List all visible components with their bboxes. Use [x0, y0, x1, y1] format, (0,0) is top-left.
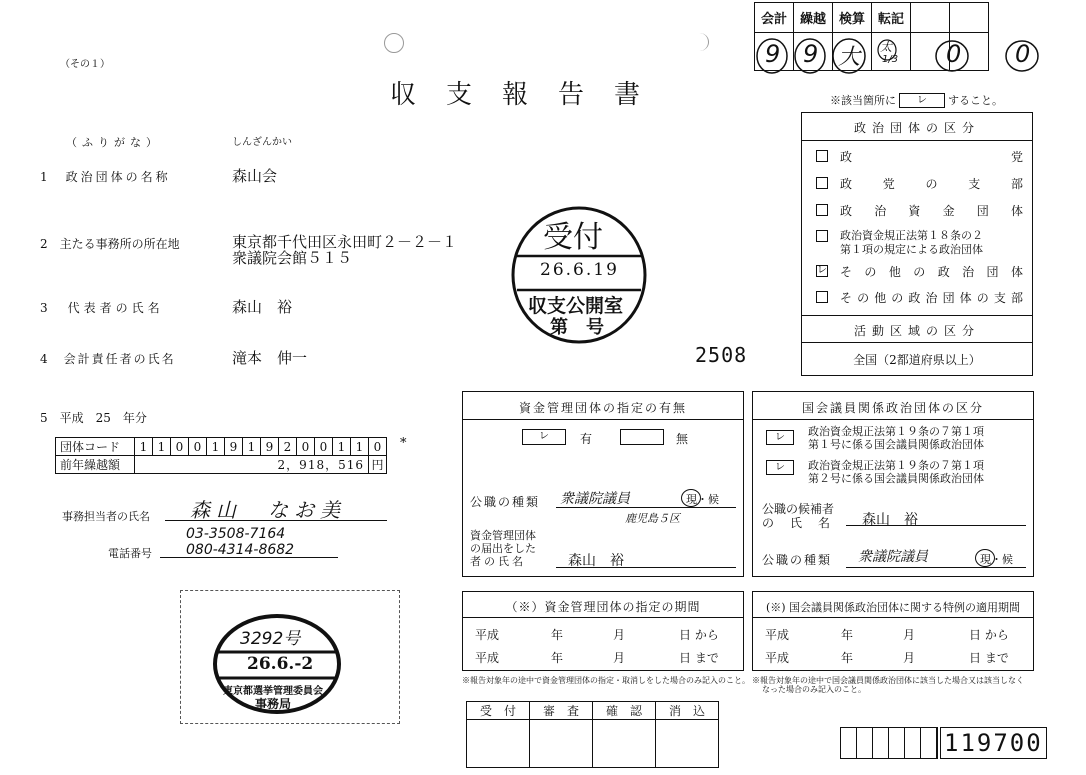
office-mark: 9: [803, 40, 819, 68]
current-circle-mark: [975, 549, 995, 567]
activity-area-title: 活動区域の区分: [853, 324, 980, 338]
receipt-header: 確 認: [593, 702, 656, 720]
diet-member-title: 国会議員関係政治団体の区分: [801, 401, 984, 415]
form-number: （その１）: [60, 59, 110, 70]
representative-label: 3 代表者の氏名: [40, 301, 164, 315]
diet-period-box: [752, 591, 1034, 671]
candidate-label-2: の 氏 名: [762, 516, 833, 530]
period-label: 日 から: [679, 628, 719, 642]
candidate-label-1: 公職の候補者: [762, 502, 835, 516]
office-mark: 0: [946, 40, 962, 68]
period-label: 日 まで: [679, 651, 719, 665]
diet-period-title: (※) 国会議員関係政治団体に関する特例の適用期間: [765, 601, 1021, 614]
contact-label: 事務担当者の氏名: [62, 510, 150, 523]
received-stamp-date: 26.6.19: [540, 260, 619, 280]
diet-office-label: 公職の種類: [762, 553, 833, 567]
diet-item1-line2: 第１号に係る国会議員関係政治団体: [808, 438, 984, 451]
period-label: 平成: [475, 628, 500, 642]
category-option: そ の 他 の 政 治 団 体: [840, 265, 1023, 279]
serial-blank-boxes: [840, 727, 938, 759]
category-option: 政 党: [840, 150, 1023, 164]
org-code-label: 団体コード: [56, 438, 135, 456]
candidate-value: 森山 裕: [862, 512, 918, 528]
diet-item2-line2: 第２号に係る国会議員関係政治団体: [808, 472, 984, 485]
fund-mgmt-yes-label: 有: [580, 432, 593, 446]
office-mark: 大: [838, 45, 861, 70]
org-code-digit: 1: [135, 438, 153, 456]
category-checkbox[interactable]: [816, 291, 828, 303]
committee-stamp-line1: 東京都選挙管理委員会: [223, 686, 323, 697]
diet-item2-checkbox[interactable]: レ: [766, 460, 794, 475]
period-label: 月: [613, 628, 626, 642]
fund-mgmt-yes-checkbox[interactable]: レ: [522, 429, 566, 445]
period-label: 月: [613, 651, 626, 665]
receipt-header: 審 査: [530, 702, 593, 720]
diet-item1-line1: 政治資金規正法第１９条の７第１項: [808, 425, 984, 438]
category-option: 政 治 資 金 団 体: [840, 204, 1023, 218]
org-category-title: 政治団体の区分: [853, 121, 980, 135]
fund-period-box: [462, 591, 744, 671]
carryover-label: 前年繰越額: [56, 456, 135, 474]
address-line2: 衆議院会館５１５: [232, 249, 353, 267]
office-mark: 9: [765, 40, 781, 68]
serial-number: 119700: [940, 727, 1047, 759]
committee-stamp-date: 26.6.-2: [247, 654, 314, 674]
phone-value-1: 03-3508-7164: [186, 526, 286, 542]
org-code-digit: 1: [351, 438, 369, 456]
diet-period-note-2: なった場合のみ記入のこと。: [762, 685, 866, 694]
diet-office-circle: 現・候: [980, 553, 1013, 566]
report-year: 5 平成 25 年分: [40, 411, 147, 425]
punch-hole: [384, 33, 404, 53]
fund-mgmt-no-checkbox[interactable]: [620, 429, 664, 445]
fund-mgmt-no-label: 無: [676, 432, 689, 446]
current-circle-mark: [681, 489, 701, 507]
org-name-label: 1 政治団体の名称: [40, 170, 171, 184]
period-label: 平成: [765, 651, 790, 665]
committee-stamp-number: 3292号: [240, 629, 301, 649]
org-code-digit: 0: [315, 438, 333, 456]
org-code-digit: 0: [171, 438, 189, 456]
period-label: 年: [841, 628, 854, 642]
office-small-mark: 1/3: [882, 54, 899, 65]
period-label: 年: [841, 651, 854, 665]
fund-office-value: 衆議院議員: [560, 491, 630, 507]
furigana-label: （ふりがな）: [66, 136, 162, 149]
office-header: 検算: [833, 3, 872, 33]
org-code-digit: 2: [279, 438, 297, 456]
receipt-table: [466, 701, 719, 768]
address-label: 2 主たる事務所の所在地: [40, 237, 180, 251]
fund-office-circle: 現・候: [686, 493, 719, 506]
instruction-checkbox-sample: レ: [899, 93, 945, 108]
org-name-value: 森山会: [232, 167, 278, 185]
org-code-digit: 1: [333, 438, 351, 456]
org-code-digit: 0: [189, 438, 207, 456]
phone-value-2: 080-4314-8682: [186, 542, 295, 558]
furigana-value: しんざんかい: [232, 137, 292, 148]
representative-value: 森山 裕: [232, 298, 293, 316]
period-label: 平成: [765, 628, 790, 642]
contact-value: 森山 なお美: [190, 498, 346, 522]
category-checkbox[interactable]: [816, 230, 828, 242]
fund-office-label: 公職の種類: [470, 495, 541, 509]
office-mark: 0: [1015, 40, 1031, 68]
category-checkbox[interactable]: [816, 204, 828, 216]
notifier-label-1: 資金管理団体: [470, 529, 536, 542]
period-label: 日 まで: [969, 651, 1009, 665]
receipt-header: 受 付: [467, 702, 530, 720]
fund-period-title: （※）資金管理団体の指定の期間: [505, 600, 701, 614]
period-label: 月: [903, 628, 916, 642]
period-label: 平成: [475, 651, 500, 665]
carryover-unit: 円: [369, 456, 387, 474]
period-label: 日 から: [969, 628, 1009, 642]
receipt-header: 消 込: [656, 702, 719, 720]
treasurer-value: 滝本 伸一: [232, 349, 308, 367]
org-code-digit: 0: [369, 438, 387, 456]
office-handwritten-marks: [752, 36, 1052, 80]
period-label: 月: [903, 651, 916, 665]
fund-district: 鹿児島５区: [625, 512, 680, 525]
notifier-label-3: 者の氏名: [470, 555, 526, 568]
office-header: 会計: [755, 3, 794, 33]
category-option-line2: 第１項の規定による政治団体: [840, 243, 983, 256]
diet-period-note-1: ※報告対象年の途中で国会議員関係政治団体に該当した場合又は該当しなく: [752, 676, 1024, 685]
office-header: 繰越: [794, 3, 833, 33]
phone-label: 電話番号: [108, 547, 152, 560]
activity-area-value: 全国（2都道府県以上）: [853, 353, 981, 367]
fund-period-note: ※報告対象年の途中で資金管理団体の指定・取消しをした場合のみ記入のこと。: [462, 676, 750, 685]
diet-item1-checkbox[interactable]: レ: [766, 430, 794, 445]
category-checkbox[interactable]: [816, 150, 828, 162]
category-option-line1: 政治資金規正法第１８条の２: [840, 229, 983, 242]
stamped-number: 2508: [695, 343, 748, 367]
category-option: そ の 他 の 政 治 団 体 の 支 部: [840, 291, 1023, 305]
address-line1: 東京都千代田区永田町２－２－１: [232, 233, 458, 251]
category-option: 政 党 の 支 部: [840, 177, 1023, 191]
org-code-digit: 9: [261, 438, 279, 456]
received-stamp-title: 受付: [543, 220, 603, 255]
office-mark: 太: [880, 40, 893, 54]
fund-mgmt-title: 資金管理団体の指定の有無: [518, 401, 687, 415]
period-label: 年: [551, 628, 564, 642]
notifier-label-2: の届出をした: [470, 542, 536, 555]
category-checkbox[interactable]: [816, 177, 828, 189]
received-stamp-office: 収支公開室: [528, 295, 624, 317]
committee-stamp-line2: 事務局: [255, 697, 292, 711]
category-checkbox-checked[interactable]: レ: [817, 265, 827, 276]
office-header: 転記: [872, 3, 911, 33]
org-code-digit: 9: [225, 438, 243, 456]
carryover-value: 2，918，516: [135, 456, 369, 474]
org-code-digit: 0: [297, 438, 315, 456]
code-asterisk: *: [400, 436, 407, 451]
org-code-digit: 1: [207, 438, 225, 456]
period-label: 年: [551, 651, 564, 665]
notifier-value: 森山 裕: [568, 553, 624, 569]
diet-item2-line1: 政治資金規正法第１９条の７第１項: [808, 459, 984, 472]
received-stamp-number: 第 号: [550, 317, 604, 338]
treasurer-label: 4 会計責任者の氏名: [40, 352, 176, 366]
org-code-digit: 1: [153, 438, 171, 456]
punch-hole: [690, 33, 709, 51]
diet-office-value: 衆議院議員: [858, 549, 928, 565]
org-code-table: [55, 437, 387, 474]
org-code-digit: 1: [243, 438, 261, 456]
instruction: ※該当箇所に レ すること。: [830, 94, 1003, 107]
page-title: 収 支 報 告 書: [390, 80, 643, 110]
